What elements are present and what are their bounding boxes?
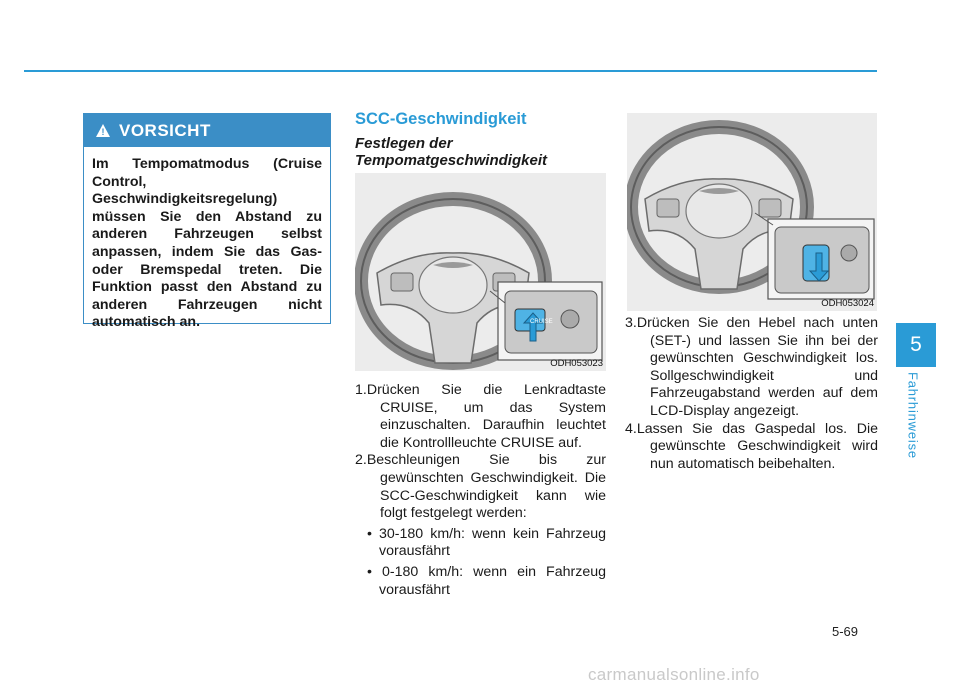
steps-left — [355, 382, 606, 599]
figure-code: ODH053024 — [821, 298, 874, 309]
bullet-item: • 0-180 km/h: wenn ein Fahrzeug vorausfährt — [367, 563, 606, 598]
page-number: 5-69 — [832, 624, 859, 639]
caution-text: Im Tempomatmodus (Cruise Control, Geschwindigkeitsregelung) müssen Sie den Abstand zu anderen Fahrzeugen selbst anpassen, indem Sie das Gas- oder Bremspedal treten. Die Funktion passt den Abstand zu anderen Fahrzeugen nicht automatisch an. — [92, 156, 322, 331]
section-title: SCC-Geschwindigkeit — [355, 110, 527, 128]
steering-wheel-figure-cruise — [355, 173, 606, 371]
chapter-number-tab: 5 — [896, 323, 936, 367]
step-1: 1.Drücken Sie die Lenkradtaste CRUISE, um das System einzuschalten. Daraufhin leuchtet die Kontrollleuchte CRUISE auf. — [355, 382, 606, 451]
step-4: 4.Lassen Sie das Gaspedal los. Die gewünschte Geschwindigkeit wird nun automatisch beibehalten. — [625, 420, 878, 472]
step-3: 3.Drücken Sie den Hebel nach unten (SET-) und lassen Sie ihn bei der gewünschten Geschwindigkeit los. Sollgeschwindigkeit und Fahrzeugabstand werden auf dem LCD-Display angezeigt. — [625, 315, 878, 419]
cruise-button-label: CRUISE — [530, 319, 553, 325]
chapter-name — [905, 372, 921, 462]
warning-triangle-icon: ! — [96, 124, 110, 137]
section-subtitle: Festlegen der Tempomatgeschwindigkeit — [355, 135, 547, 169]
steering-wheel-illustration — [627, 113, 877, 311]
top-divider — [24, 70, 877, 72]
caution-box — [83, 113, 331, 331]
steering-wheel-figure-set — [627, 113, 877, 311]
steering-wheel-illustration — [355, 173, 606, 371]
steps-right — [625, 315, 878, 473]
step-2: 2.Beschleunigen Sie bis zur gewünschten Geschwindigkeit. Die SCC-Geschwindigkeit kann wie folgt festgelegt werden: — [355, 452, 606, 522]
bullet-item: • 30-180 km/h: wenn kein Fahrzeug vorausfährt — [367, 525, 606, 560]
watermark: carmanualsonline.info — [588, 665, 760, 684]
caution-header — [84, 114, 330, 147]
figure-code: ODH053023 — [550, 358, 603, 369]
chapter-name-label: Fahrhinweise — [905, 372, 921, 459]
caution-title: VORSICHT — [119, 120, 211, 140]
